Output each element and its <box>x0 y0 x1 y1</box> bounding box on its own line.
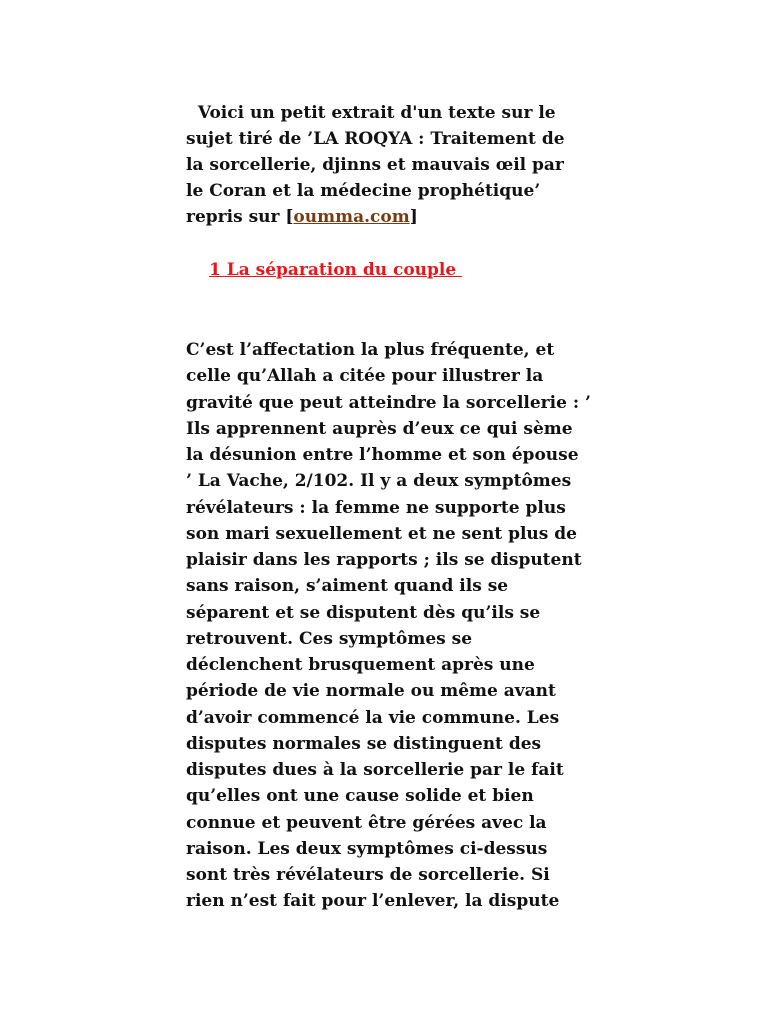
source-link[interactable]: oumma.com <box>293 207 410 227</box>
body-paragraph <box>186 337 591 915</box>
body-line: déclenchent brusquement après une <box>186 655 535 675</box>
body-line: révélateurs : la femme ne supporte plus <box>186 497 566 518</box>
body-line: disputes normales se distinguent des <box>186 733 542 754</box>
intro-closing-bracket: ] <box>409 207 418 227</box>
body-line: Ils apprennent auprès d’eux ce qui sème <box>186 418 573 439</box>
body-line: qu’elles ont une cause solide et bien <box>186 786 534 807</box>
body-line: C’est l’affectation la plus fréquente, et <box>186 340 555 360</box>
body-line: la désunion entre l’homme et son épouse <box>186 445 579 465</box>
body-line: connue et peuvent être gérées avec la <box>186 812 547 833</box>
body-line: séparent et se disputent dès qu’ils se <box>186 602 541 623</box>
body-line: son mari sexuellement et ne sent plus de <box>186 523 577 544</box>
body-line: plaisir dans les rapports ; ils se disputent <box>186 550 582 570</box>
section-heading: 1 La séparation du couple <box>209 260 463 280</box>
body-line: d’avoir commencé la vie commune. Les <box>186 707 560 728</box>
intro-text: Voici un petit extrait d'un texte sur le sujet tiré de ’LA ROQYA : Traitement de la sorcellerie, djinns et mauvais œil par le Coran et la médecine prophétique’ repris sur [ <box>186 103 565 227</box>
body-line: période de vie normale ou même avant <box>186 681 556 702</box>
body-line: raison. Les deux symptômes ci-dessus <box>186 838 548 859</box>
body-line: retrouvent. Ces symptômes se <box>186 628 473 649</box>
intro-indent <box>186 103 198 123</box>
body-line: rien n’est fait pour l’enlever, la dispute <box>186 891 560 912</box>
body-line: ’ La Vache, 2/102. Il y a deux symptômes <box>186 471 572 492</box>
body-line: sont très révélateurs de sorcellerie. Si <box>186 865 550 885</box>
body-line: gravité que peut atteindre la sorcellerie : ’ <box>186 392 591 413</box>
body-line: celle qu’Allah a citée pour illustrer la <box>186 366 544 387</box>
body-line: disputes dues à la sorcellerie par le fait <box>186 760 564 780</box>
intro-paragraph <box>186 100 586 230</box>
body-line: sans raison, s’aiment quand ils se <box>186 576 509 597</box>
